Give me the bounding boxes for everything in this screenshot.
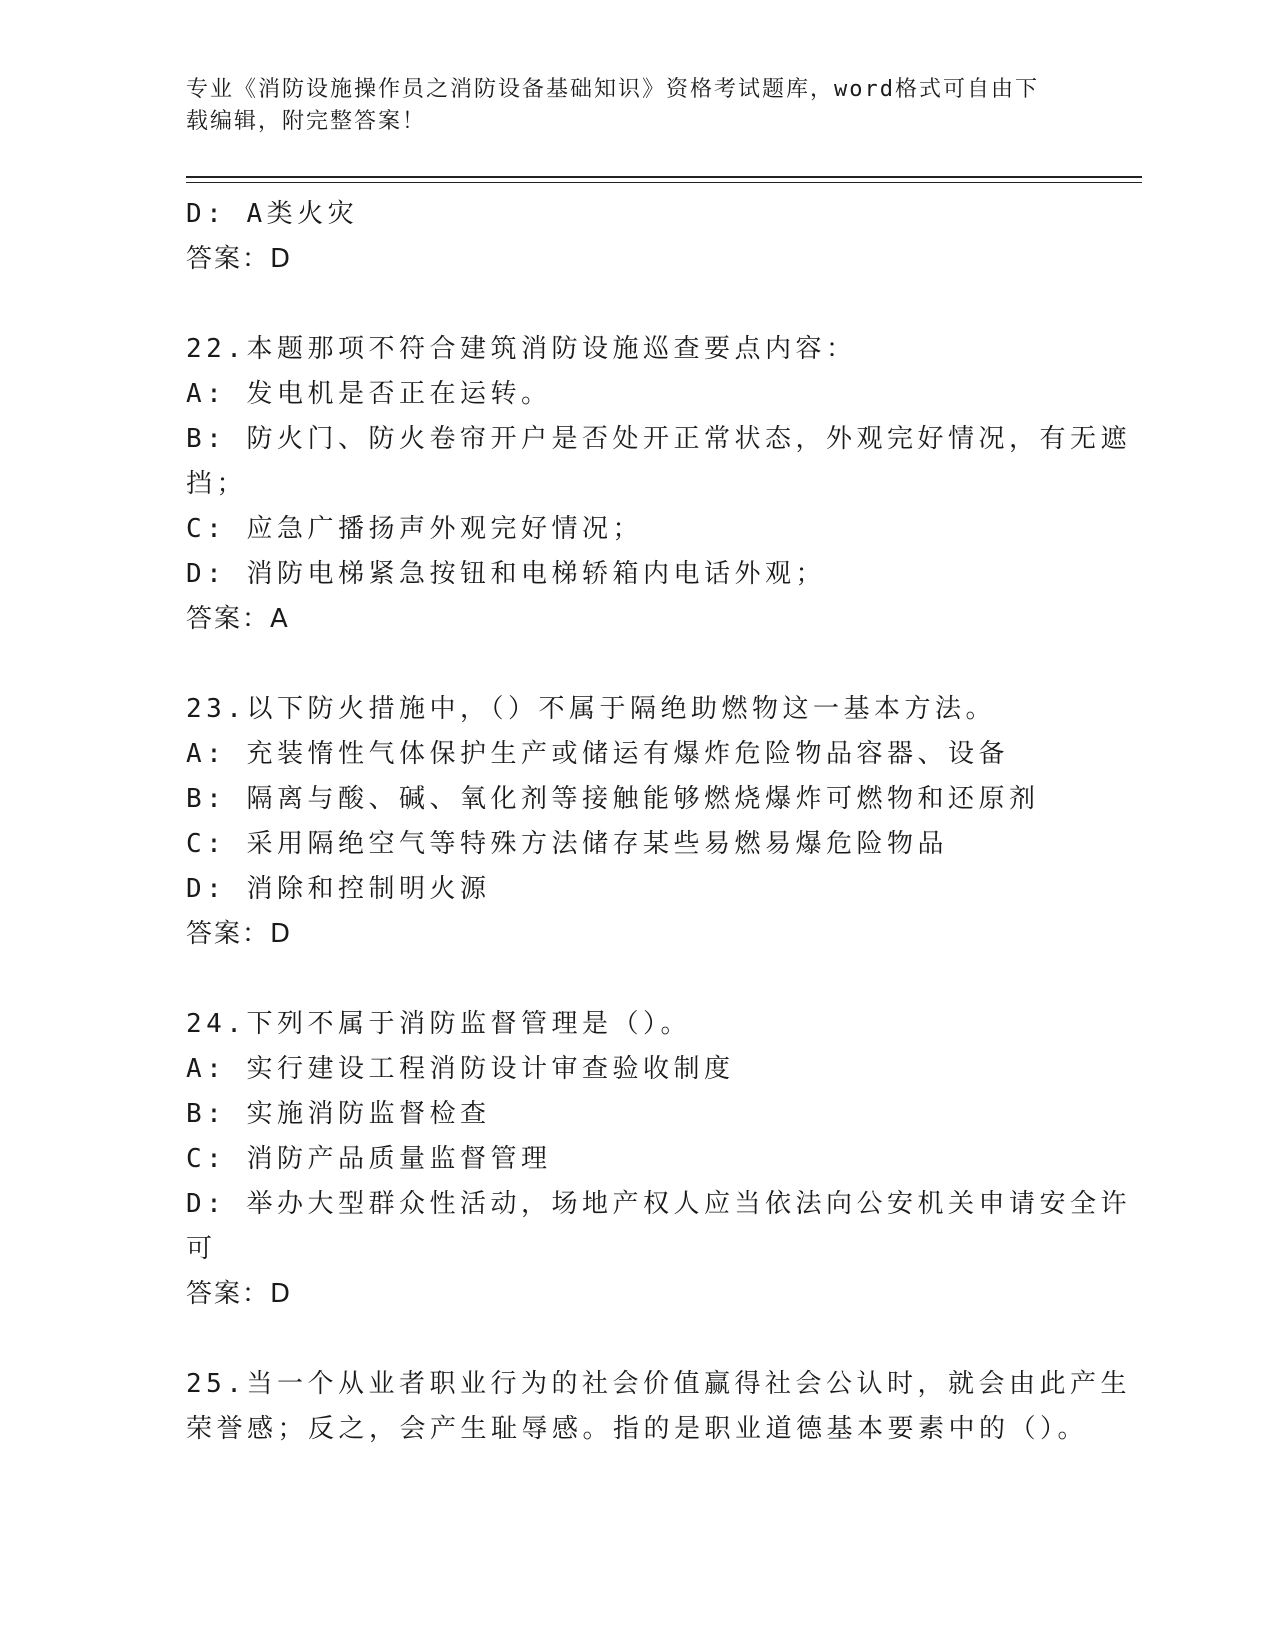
option-d: D: 消除和控制明火源: [186, 874, 491, 904]
header-line-2: 载编辑，附完整答案！: [186, 109, 427, 134]
question-text: 23.以下防火措施中，（）不属于隔绝助燃物这一基本方法。: [186, 694, 996, 724]
question-22: [186, 327, 1131, 642]
option-a: A: 实行建设工程消防设计审查验收制度: [186, 1054, 735, 1084]
question-25: [186, 1362, 1131, 1452]
header-line-1: 专业《消防设施操作员之消防设备基础知识》资格考试题库，word格式可自由下: [186, 77, 1039, 102]
document-header: [186, 74, 1076, 138]
question-24: [186, 1002, 1131, 1317]
document-body: [186, 192, 1131, 1452]
option-b-line-2: 挡；: [186, 469, 248, 499]
answer: 答案：D: [186, 244, 293, 274]
header-rule-thin: [186, 182, 1142, 183]
option-d-line-2: 可: [186, 1234, 217, 1264]
option-a: A: 充装惰性气体保护生产或储运有爆炸危险物品容器、设备: [186, 739, 1009, 769]
option-d-line-1: D: 举办大型群众性活动，场地产权人应当依法向公安机关申请安全许: [186, 1189, 1131, 1219]
question-text-line-2: 荣誉感；反之，会产生耻辱感。指的是职业道德基本要素中的（）。: [186, 1414, 1089, 1444]
question-text: 24.下列不属于消防监督管理是（）。: [186, 1009, 691, 1039]
option-b-line-1: B: 防火门、防火卷帘开户是否处开正常状态，外观完好情况，有无遮: [186, 424, 1131, 454]
option-a: A: 发电机是否正在运转。: [186, 379, 552, 409]
header-rule-thick: [186, 176, 1142, 178]
option-c: C: 消防产品质量监督管理: [186, 1144, 552, 1174]
option-d: D: A类火灾: [186, 199, 359, 229]
option-b: B: 实施消防监督检查: [186, 1099, 491, 1129]
question-text: 22.本题那项不符合建筑消防设施巡查要点内容：: [186, 334, 857, 364]
answer: 答案：A: [186, 604, 290, 634]
question-23: [186, 687, 1066, 957]
answer: 答案：D: [186, 1279, 293, 1309]
option-c: C: 应急广播扬声外观完好情况；: [186, 514, 643, 544]
question-21: [186, 192, 1066, 282]
question-text-line-1: 25.当一个从业者职业行为的社会价值赢得社会公认时，就会由此产生: [186, 1369, 1131, 1399]
option-d: D: 消防电梯紧急按钮和电梯轿箱内电话外观；: [186, 559, 826, 589]
answer: 答案：D: [186, 919, 293, 949]
option-b: B: 隔离与酸、碱、氧化剂等接触能够燃烧爆炸可燃物和还原剂: [186, 784, 1040, 814]
option-c: C: 采用隔绝空气等特殊方法储存某些易燃易爆危险物品: [186, 829, 948, 859]
